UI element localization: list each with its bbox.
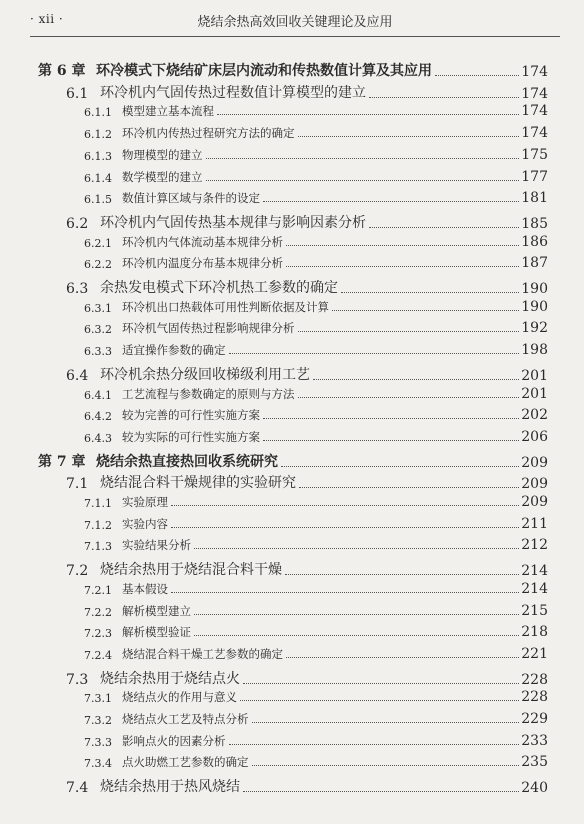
toc-sub-row bbox=[84, 125, 548, 141]
toc-entry-page: 218 bbox=[521, 624, 548, 641]
toc-section-row bbox=[66, 277, 548, 297]
toc-entry-number: 7.3.3 bbox=[84, 735, 112, 749]
toc-entry-title: 烧结混合料干燥工艺参数的确定 bbox=[122, 646, 283, 661]
toc-entry-number: 7.1.3 bbox=[84, 540, 112, 554]
toc-entry-number: 6.3.2 bbox=[84, 323, 112, 337]
dot-leader bbox=[206, 179, 520, 181]
toc-sub-row bbox=[84, 537, 548, 553]
dot-leader bbox=[369, 96, 519, 98]
toc-entry-number: 6.4.1 bbox=[84, 388, 112, 402]
toc-chapter-row bbox=[38, 451, 548, 471]
toc-entry-number: 7.3 bbox=[66, 671, 89, 688]
dot-leader bbox=[341, 291, 519, 293]
toc-entry-number: 7.2.1 bbox=[84, 583, 112, 597]
page-number: · xii · bbox=[30, 12, 64, 26]
toc-entry-title: 环冷模式下烧结矿床层内流动和传热数值计算及其应用 bbox=[96, 63, 432, 79]
toc-entry-page: 233 bbox=[521, 732, 548, 749]
toc-entry-title: 烧结余热用于热风烧结 bbox=[100, 779, 240, 796]
toc-entry-number: 6.2.2 bbox=[84, 258, 112, 272]
toc-sub-row bbox=[84, 299, 548, 315]
toc-entry-title: 解析模型建立 bbox=[122, 603, 191, 618]
toc-entry-number: 7.1 bbox=[66, 476, 89, 493]
toc-sub-row bbox=[84, 494, 548, 510]
dot-leader bbox=[369, 226, 519, 228]
toc-entry-number: 6.4.3 bbox=[84, 431, 112, 445]
toc-sub-row bbox=[84, 386, 548, 402]
dot-leader bbox=[229, 352, 520, 354]
toc-entry-title: 数值计算区域与条件的设定 bbox=[122, 191, 260, 206]
toc-entry-title: 环冷机气固传热过程影响规律分析 bbox=[122, 321, 295, 336]
toc-entry-title: 烧结余热用于烧结点火 bbox=[100, 670, 240, 687]
dot-leader bbox=[435, 74, 519, 76]
toc-entry-number: 6.1.1 bbox=[84, 106, 112, 120]
toc-entry-number: 6.1.5 bbox=[84, 193, 112, 207]
toc-sub-row bbox=[84, 581, 548, 597]
toc-entry-number: 6.1.2 bbox=[84, 128, 112, 142]
toc-sub-row bbox=[84, 429, 548, 445]
toc-entry-page: 209 bbox=[521, 494, 548, 510]
toc-entry-title: 环冷机内传热过程研究方法的确定 bbox=[122, 126, 295, 141]
toc-sub-row bbox=[84, 516, 548, 532]
dot-leader bbox=[299, 486, 519, 488]
toc-entry-number: 7.1.1 bbox=[84, 497, 112, 510]
toc-entry-number: 6.3.1 bbox=[84, 301, 112, 315]
toc-section-row bbox=[66, 559, 548, 579]
toc-sub-row bbox=[84, 190, 548, 206]
toc-entry-page: 174 bbox=[521, 64, 548, 80]
toc-entry-number: 7.2.4 bbox=[84, 648, 112, 662]
toc-entry-page: 201 bbox=[521, 385, 548, 402]
toc-entry-title: 较为完善的可行性实施方案 bbox=[122, 408, 260, 423]
toc-entry-number: 6.4.2 bbox=[84, 410, 112, 424]
toc-entry-number: 7.3.2 bbox=[84, 714, 112, 727]
toc-entry-page: 198 bbox=[521, 342, 548, 359]
toc-entry-page: 229 bbox=[521, 711, 548, 727]
toc-entry-page: 174 bbox=[521, 85, 548, 102]
toc-sub-row bbox=[84, 754, 548, 770]
toc-entry-title: 物理模型的建立 bbox=[122, 147, 203, 162]
toc-entry-page: 186 bbox=[521, 233, 548, 250]
toc-entry-number: 6.4 bbox=[66, 367, 89, 384]
dot-leader bbox=[298, 396, 520, 398]
toc-entry-page: 202 bbox=[521, 407, 548, 424]
toc-sub-row bbox=[84, 407, 548, 423]
toc-entry-title: 影响点火的因素分析 bbox=[122, 733, 226, 748]
dot-leader bbox=[243, 682, 519, 684]
toc-sub-row bbox=[84, 733, 548, 749]
toc-entry-number: 6.3 bbox=[66, 281, 89, 297]
toc-section-row bbox=[66, 776, 548, 796]
dot-leader bbox=[194, 613, 519, 615]
toc-entry-number: 7.3.4 bbox=[84, 757, 112, 771]
toc-entry-title: 环冷机内温度分布基本规律分析 bbox=[122, 256, 283, 271]
toc-entry-page: 174 bbox=[521, 103, 548, 120]
toc-entry-title: 点火助燃工艺参数的确定 bbox=[122, 755, 249, 770]
toc-entry-page: 240 bbox=[521, 780, 548, 797]
toc-entry-title: 实验内容 bbox=[122, 516, 168, 531]
toc-entry-title: 实验结果分析 bbox=[122, 538, 191, 553]
toc-entry-title: 环冷机内气体流动基本规律分析 bbox=[122, 234, 283, 249]
dot-leader bbox=[217, 113, 519, 115]
toc-entry-page: 187 bbox=[521, 255, 548, 272]
toc-entry-title: 烧结混合料干燥规律的实验研究 bbox=[100, 475, 296, 492]
dot-leader bbox=[206, 157, 520, 159]
toc-entry-number: 6.1.3 bbox=[84, 149, 112, 163]
toc-entry-title: 较为实际的可行性实施方案 bbox=[122, 429, 260, 444]
toc-chapter-row bbox=[38, 60, 548, 80]
toc-entry-page: 206 bbox=[521, 428, 548, 445]
toc-entry-page: 211 bbox=[521, 515, 548, 532]
toc-entry-number: 第 7 章 bbox=[38, 453, 86, 470]
toc-entry-title: 环冷机内气固传热基本规律与影响因素分析 bbox=[100, 214, 366, 231]
toc-sub-row bbox=[84, 624, 548, 640]
toc-sub-row bbox=[84, 234, 548, 250]
dot-leader bbox=[171, 504, 519, 506]
toc-entry-title: 工艺流程与参数确定的原则与方法 bbox=[122, 386, 295, 401]
dot-leader bbox=[298, 330, 520, 332]
toc-entry-number: 6.1.4 bbox=[84, 171, 112, 185]
toc-sub-row bbox=[84, 103, 548, 119]
toc-entry-number: 6.2.1 bbox=[84, 236, 112, 250]
toc-sub-row bbox=[84, 255, 548, 271]
toc-entry-page: 235 bbox=[521, 754, 548, 771]
toc-entry-page: 228 bbox=[521, 671, 548, 688]
toc-sub-row bbox=[84, 711, 548, 727]
toc-sub-row bbox=[84, 689, 548, 705]
toc-entry-number: 7.3.1 bbox=[84, 692, 112, 706]
toc-entry-title: 环冷机内气固传热过程数值计算模型的建立 bbox=[100, 84, 366, 101]
toc-section-row bbox=[66, 668, 548, 688]
dot-leader bbox=[286, 265, 519, 267]
toc-entry-page: 185 bbox=[521, 215, 548, 232]
dot-leader bbox=[240, 699, 519, 701]
toc-entry-number: 7.1.2 bbox=[84, 518, 112, 532]
toc-entry-page: 181 bbox=[521, 190, 548, 207]
toc-section-row bbox=[66, 364, 548, 384]
dot-leader bbox=[263, 439, 519, 441]
toc-sub-row bbox=[84, 603, 548, 619]
toc-entry-number: 6.3.3 bbox=[84, 345, 112, 359]
toc-sub-row bbox=[84, 320, 548, 336]
dot-leader bbox=[171, 591, 519, 593]
dot-leader bbox=[286, 244, 519, 246]
dot-leader bbox=[286, 656, 519, 658]
dot-leader bbox=[252, 764, 520, 766]
toc-entry-page: 221 bbox=[521, 645, 548, 662]
toc-entry-title: 烧结点火工艺及特点分析 bbox=[122, 712, 249, 726]
toc-entry-page: 214 bbox=[521, 580, 548, 597]
toc-entry-page: 190 bbox=[521, 298, 548, 315]
toc-entry-title: 余热发电模式下环冷机热工参数的确定 bbox=[100, 280, 338, 296]
toc-entry-number: 第 6 章 bbox=[38, 63, 86, 79]
dot-leader bbox=[252, 721, 520, 723]
toc-entry-page: 212 bbox=[521, 537, 548, 554]
dot-leader bbox=[194, 634, 519, 636]
toc-entry-page: 177 bbox=[521, 168, 548, 185]
toc-entry-title: 适宜操作参数的确定 bbox=[122, 343, 226, 358]
toc-entry-page: 215 bbox=[521, 602, 548, 619]
toc-entry-number: 6.2 bbox=[66, 215, 89, 232]
toc-entry-page: 201 bbox=[521, 367, 548, 384]
toc-entry-page: 228 bbox=[521, 689, 548, 706]
toc-entry-title: 解析模型验证 bbox=[122, 625, 191, 640]
toc-sub-row bbox=[84, 342, 548, 358]
toc-entry-page: 174 bbox=[521, 125, 548, 142]
toc-entry-title: 烧结余热直接热回收系统研究 bbox=[96, 453, 278, 470]
dot-leader bbox=[171, 526, 519, 528]
dot-leader bbox=[263, 417, 519, 419]
toc-entry-number: 7.2.2 bbox=[84, 605, 112, 619]
dot-leader bbox=[332, 309, 519, 311]
toc-entry-page: 214 bbox=[521, 563, 548, 580]
toc-entry-page: 209 bbox=[521, 476, 548, 493]
toc-entry-title: 实验原理 bbox=[122, 495, 168, 509]
toc-entry-title: 环冷机出口热载体可用性判断依据及计算 bbox=[122, 299, 329, 314]
toc-entry-title: 烧结余热用于烧结混合料干燥 bbox=[100, 562, 282, 579]
toc-entry-number: 6.1 bbox=[66, 85, 89, 102]
toc-entry-title: 模型建立基本流程 bbox=[122, 104, 214, 119]
dot-leader bbox=[285, 573, 519, 575]
book-title: 烧结余热高效回收关键理论及应用 bbox=[197, 15, 393, 30]
toc-sub-row bbox=[84, 646, 548, 662]
toc-entry-number: 7.2 bbox=[66, 563, 89, 580]
dot-leader bbox=[313, 378, 519, 380]
toc-entry-page: 190 bbox=[521, 281, 548, 297]
toc-entry-number: 7.2.3 bbox=[84, 627, 112, 641]
dot-leader bbox=[263, 200, 519, 202]
running-header bbox=[30, 10, 560, 37]
toc-section-row bbox=[66, 472, 548, 492]
dot-leader bbox=[194, 547, 519, 549]
toc-entry-title: 烧结点火的作用与意义 bbox=[122, 690, 237, 705]
toc-entry-title: 数学模型的建立 bbox=[122, 169, 203, 184]
toc-section-row bbox=[66, 82, 548, 102]
dot-leader bbox=[243, 790, 519, 792]
toc-sub-row bbox=[84, 147, 548, 163]
toc-entry-page: 209 bbox=[521, 454, 548, 471]
dot-leader bbox=[281, 465, 519, 467]
toc-section-row bbox=[66, 212, 548, 232]
toc-entry-title: 环冷机余热分级回收梯级利用工艺 bbox=[100, 366, 310, 383]
toc-entry-page: 175 bbox=[521, 146, 548, 163]
toc-sub-row bbox=[84, 169, 548, 185]
toc-entry-number: 7.4 bbox=[66, 780, 89, 797]
toc-entry-title: 基本假设 bbox=[122, 581, 168, 596]
dot-leader bbox=[298, 135, 520, 137]
toc-entry-page: 192 bbox=[521, 320, 548, 337]
dot-leader bbox=[229, 743, 520, 745]
